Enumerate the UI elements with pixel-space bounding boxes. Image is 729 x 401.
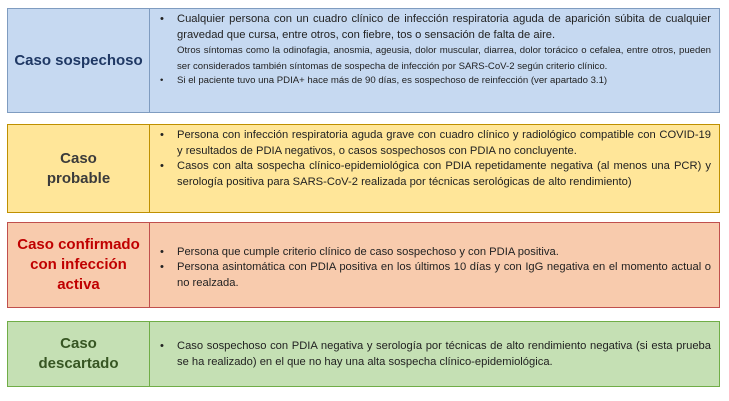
- criterion-subtext: Otros síntomas como la odinofagia, anosmia, ageusia, dolor muscular, diarrea, dolor torácico o cefalea, entre otros, pueden ser considerados también síntomas de sospecha de infección por SARS-CoV-2 según criterio clínico.: [177, 45, 711, 72]
- list-item: • Persona asintomática con PDIA positiva en los últimos 10 días y con IgG negativa en el momento actual o no realzada.: [158, 260, 711, 291]
- label-caso-confirmado: [8, 223, 150, 307]
- content-caso-confirmado: [150, 223, 719, 307]
- criteria-list: [158, 245, 711, 292]
- criterion-text: Cualquier persona con un cuadro clínico de infección respiratoria aguda de aparición súbita de cualquier gravedad que cursa, entre otros, con fiebre, tos o sensación de falta de aire.: [177, 13, 711, 41]
- row-caso-descartado: [7, 321, 720, 387]
- criteria-list: [158, 339, 711, 370]
- label-text: Caso descartado: [38, 335, 119, 372]
- content-caso-sospechoso: [150, 9, 719, 112]
- criteria-list: [158, 128, 711, 190]
- label-text: Caso probable: [46, 149, 111, 187]
- list-item: • Persona que cumple criterio clínico de caso sospechoso y con PDIA positiva.: [158, 245, 711, 261]
- label-caso-descartado: [8, 322, 150, 386]
- list-item: [158, 12, 711, 74]
- list-item: • Casos con alta sospecha clínico-epidemiológica con PDIA repetidamente negativa (al menos una PCR) y serología positiva para SARS-CoV-2 realizada por técnicas serológicas de alto rendimiento): [158, 159, 711, 190]
- content-caso-descartado: [150, 322, 719, 386]
- content-caso-probable: [150, 125, 719, 212]
- criteria-list: [158, 12, 711, 87]
- label-text: Caso confirmado con infección activa: [17, 236, 140, 293]
- list-item: • Persona con infección respiratoria aguda grave con cuadro clínico y radiológico compatible con COVID-19 y resultados de PDIA negativos, o casos sospechosos con PDIA no concluyente.: [158, 128, 711, 159]
- list-item: • Si el paciente tuvo una PDIA+ hace más de 90 días, es sospechoso de reinfección (ver apartado 3.1): [158, 74, 711, 87]
- list-item: • Caso sospechoso con PDIA negativa y serología por técnicas de alto rendimiento negativa (si esta prueba se ha realizado) en el que no hay una alta sospecha clínico-epidemiológica.: [158, 339, 711, 370]
- row-caso-probable: [7, 124, 720, 213]
- row-caso-sospechoso: [7, 8, 720, 113]
- row-caso-confirmado: [7, 222, 720, 308]
- label-caso-probable: [8, 125, 150, 212]
- label-caso-sospechoso: Caso sospechoso: [8, 9, 150, 112]
